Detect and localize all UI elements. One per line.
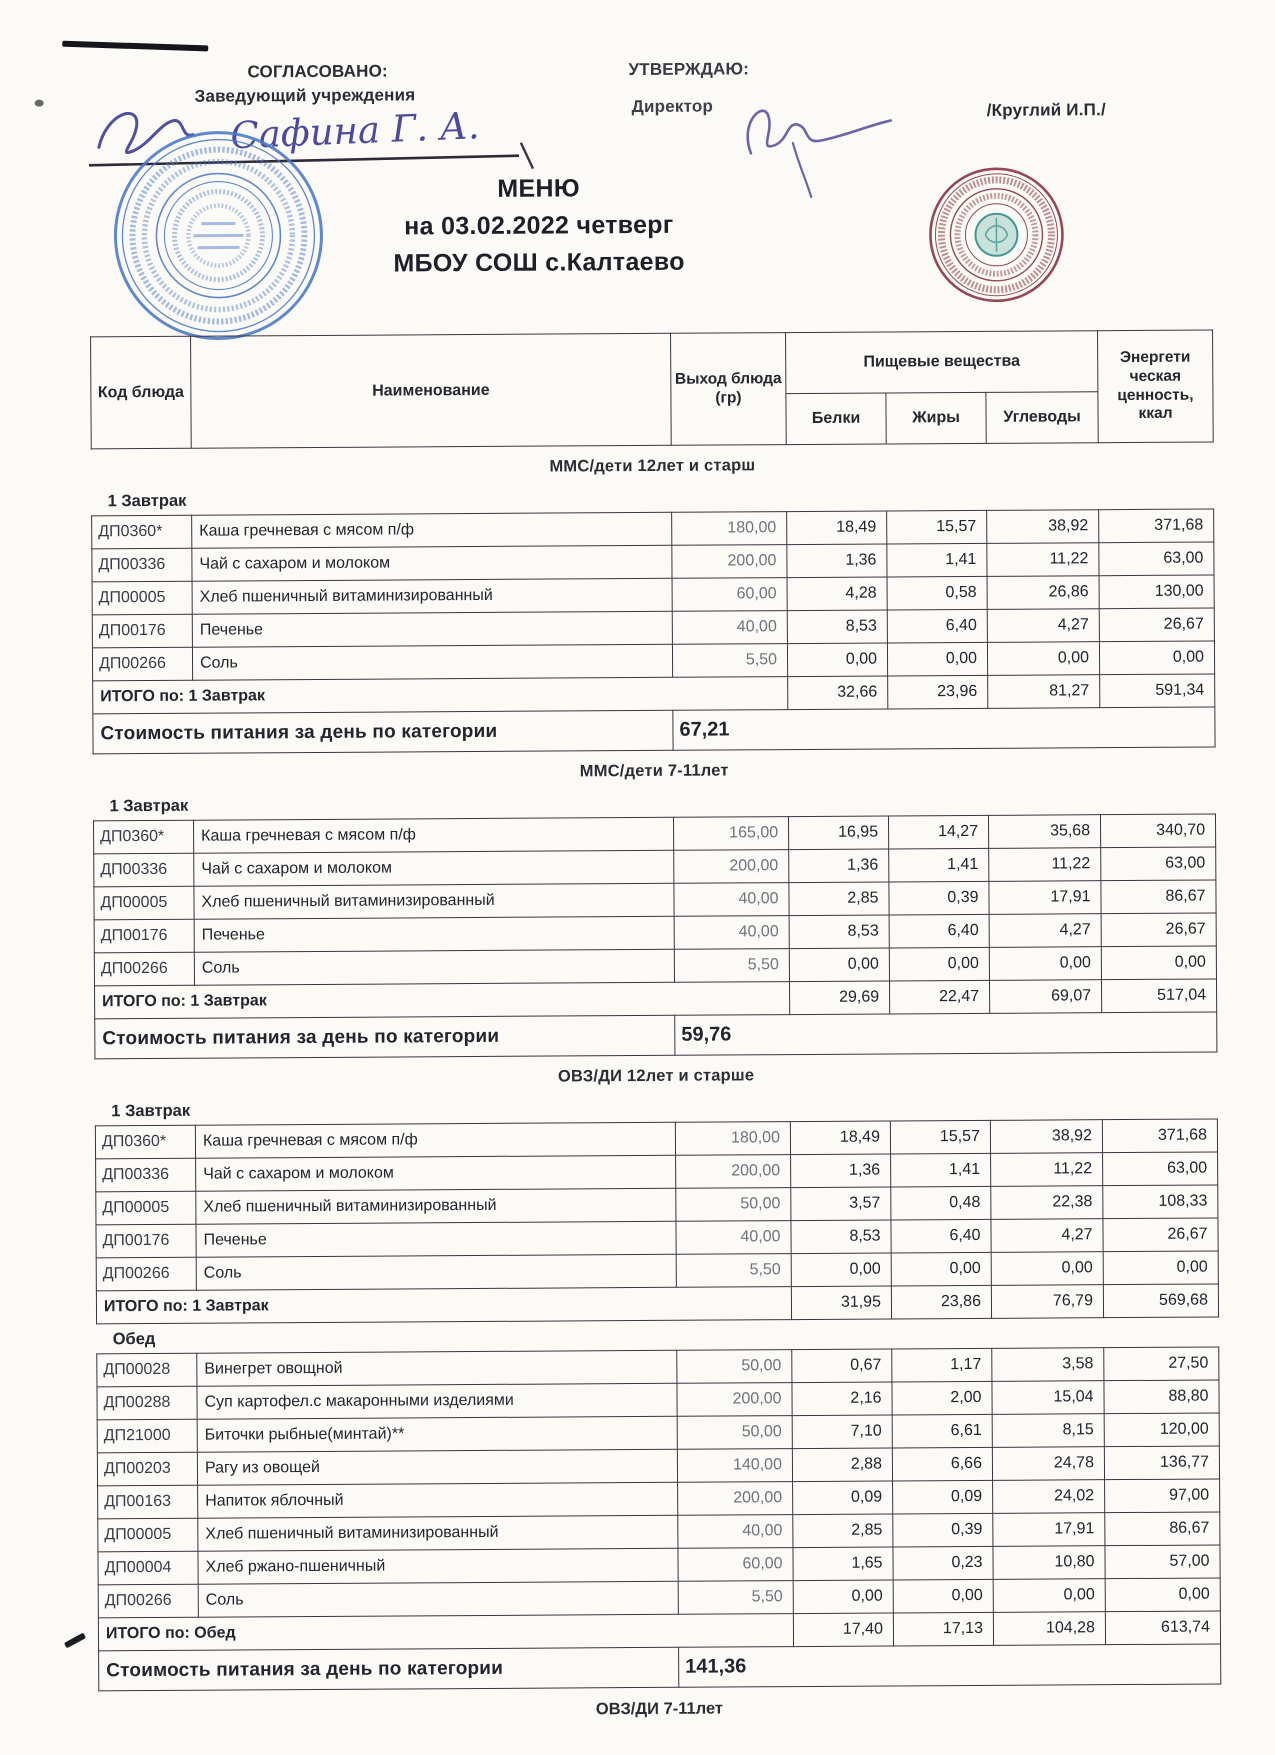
dish-kcal: 136,77 xyxy=(1104,1446,1219,1480)
dish-protein: 2,85 xyxy=(789,882,889,916)
meal-total-carbs: 76,79 xyxy=(991,1285,1103,1319)
category-label: ОВЗ/ДИ 12лет и старше xyxy=(557,1066,755,1086)
meal-total-label: ИТОГО по: 1 Завтрак xyxy=(95,982,790,1019)
dish-carbs: 11,22 xyxy=(987,543,1099,577)
dish-fat: 0,58 xyxy=(887,576,987,610)
dish-name: Чай с сахаром и молоком xyxy=(194,850,674,886)
category-label: ММС/дети 12лет и старш xyxy=(549,456,756,476)
meal-total-carbs: 104,28 xyxy=(993,1612,1105,1646)
dish-carbs: 8,15 xyxy=(992,1414,1104,1448)
meal-total-protein: 17,40 xyxy=(793,1613,893,1647)
dish-carbs: 4,27 xyxy=(987,609,1099,643)
dish-name: Соль xyxy=(196,1254,676,1290)
dish-kcal: 0,00 xyxy=(1099,641,1214,675)
dish-code: ДП0360* xyxy=(95,1125,195,1159)
day-cost-value: 59,76 xyxy=(675,1012,1217,1055)
dish-name: Хлеб пшеничный витаминизированный xyxy=(192,578,672,614)
col-header-nutrients: Пищевые вещества xyxy=(786,331,1098,394)
dish-kcal: 26,67 xyxy=(1103,1218,1218,1252)
dish-carbs: 17,91 xyxy=(993,1513,1105,1547)
dish-code: ДП00288 xyxy=(97,1386,197,1420)
meal-total-protein: 29,69 xyxy=(789,981,889,1015)
dish-fat: 0,48 xyxy=(891,1186,991,1220)
dish-protein: 8,53 xyxy=(787,610,887,644)
dish-weight: 180,00 xyxy=(672,512,787,546)
dish-code: ДП00266 xyxy=(94,952,194,986)
dish-protein: 2,88 xyxy=(792,1448,892,1482)
dish-kcal: 86,67 xyxy=(1105,1512,1220,1546)
dish-code: ДП0360* xyxy=(94,820,194,854)
day-cost-label: Стоимость питания за день по категории xyxy=(99,1647,679,1691)
dish-code: ДП00176 xyxy=(94,919,194,953)
dish-name: Чай с сахаром и молоком xyxy=(196,1155,676,1191)
meal-total-fat: 23,86 xyxy=(891,1285,991,1319)
meal-total-kcal: 517,04 xyxy=(1101,979,1216,1013)
approved-label: УТВЕРЖДАЮ: xyxy=(628,59,750,80)
day-cost-value: 141,36 xyxy=(679,1644,1221,1687)
dish-protein: 0,67 xyxy=(792,1349,892,1383)
col-header-weight: Выход блюда (гр) xyxy=(671,333,787,446)
dish-fat: 0,00 xyxy=(887,642,987,676)
menu-table-head xyxy=(91,330,1214,449)
dish-name: Суп картофел.с макаронными изделиями xyxy=(197,1383,677,1419)
dish-protein: 0,00 xyxy=(787,643,887,677)
dish-fat: 14,27 xyxy=(888,815,988,849)
dish-code: ДП00266 xyxy=(92,647,192,681)
dish-fat: 0,09 xyxy=(893,1480,993,1514)
dish-code: ДП00176 xyxy=(96,1224,196,1258)
dish-carbs: 11,22 xyxy=(991,1153,1103,1187)
dish-code: ДП00336 xyxy=(92,548,192,582)
dish-carbs: 26,86 xyxy=(987,576,1099,610)
dish-carbs: 38,92 xyxy=(987,510,1099,544)
dish-weight: 5,50 xyxy=(674,949,789,983)
day-cost-label: Стоимость питания за день по категории xyxy=(93,710,673,754)
meal-total-label: ИТОГО по: Обед xyxy=(98,1614,793,1651)
dish-weight: 40,00 xyxy=(674,916,789,950)
meal-total-kcal: 591,34 xyxy=(1100,674,1215,708)
dish-name: Биточки рыбные(минтай)** xyxy=(197,1416,677,1452)
dish-protein: 0,00 xyxy=(791,1253,891,1287)
dish-carbs: 0,00 xyxy=(989,947,1101,981)
title-date: на 03.02.2022 четверг xyxy=(404,210,674,241)
dish-name: Печенье xyxy=(192,611,672,647)
dish-protein: 7,10 xyxy=(792,1415,892,1449)
dish-name: Каша гречневая с мясом п/ф xyxy=(194,817,674,853)
dish-protein: 8,53 xyxy=(791,1220,891,1254)
dish-name: Печенье xyxy=(196,1221,676,1257)
dish-fat: 1,41 xyxy=(889,848,989,882)
dish-fat: 6,66 xyxy=(892,1447,992,1481)
dish-code: ДП00005 xyxy=(94,886,194,920)
dish-name: Каша гречневая с мясом п/ф xyxy=(195,1122,675,1158)
dish-name: Хлеб ржано-пшеничный xyxy=(198,1548,678,1584)
dish-code: ДП00203 xyxy=(97,1452,197,1486)
dish-carbs: 0,00 xyxy=(987,642,1099,676)
dish-fat: 0,00 xyxy=(891,1252,991,1286)
next-category-label: ОВЗ/ДИ 7-11лет xyxy=(595,1699,724,1719)
dish-code: ДП00005 xyxy=(92,581,192,615)
dish-carbs: 35,68 xyxy=(988,815,1100,849)
dish-protein: 3,57 xyxy=(791,1187,891,1221)
title-menu: МЕНЮ xyxy=(497,174,581,203)
dish-weight: 40,00 xyxy=(678,1515,793,1549)
dish-weight: 40,00 xyxy=(672,611,787,645)
col-header-fat: Жиры xyxy=(886,392,986,444)
dish-name: Винегрет овощной xyxy=(197,1350,677,1386)
dish-name: Хлеб пшеничный витаминизированный xyxy=(198,1515,678,1551)
document-title xyxy=(1,167,1077,285)
meal-total-protein: 32,66 xyxy=(788,676,888,710)
dish-name: Чай с сахаром и молоком xyxy=(192,545,672,581)
scan-corner-mark xyxy=(62,41,208,52)
day-cost-row xyxy=(93,707,1215,754)
day-cost-row xyxy=(95,1012,1217,1059)
dish-weight: 5,50 xyxy=(676,1254,791,1288)
dish-weight: 60,00 xyxy=(678,1548,793,1582)
dish-kcal: 88,80 xyxy=(1104,1380,1219,1414)
dish-code: ДП00163 xyxy=(98,1485,198,1519)
meal-total-fat: 22,47 xyxy=(889,980,989,1014)
meal-total-label: ИТОГО по: 1 Завтрак xyxy=(96,1287,791,1324)
meal-total-carbs: 69,07 xyxy=(989,980,1101,1014)
dish-carbs: 3,58 xyxy=(992,1348,1104,1382)
day-cost-value: 67,21 xyxy=(673,707,1215,750)
dish-name: Рагу из овощей xyxy=(197,1449,677,1485)
meal-total-kcal: 613,74 xyxy=(1105,1611,1220,1645)
dish-name: Соль xyxy=(198,1581,678,1617)
dish-kcal: 27,50 xyxy=(1104,1347,1219,1381)
dish-protein: 8,53 xyxy=(789,915,889,949)
menu-table xyxy=(90,329,1221,1691)
dish-weight: 60,00 xyxy=(672,578,787,612)
dish-code: ДП00176 xyxy=(92,614,192,648)
col-header-code: Код блюда xyxy=(91,336,192,449)
dish-fat: 0,23 xyxy=(893,1546,993,1580)
dish-weight: 40,00 xyxy=(676,1221,791,1255)
dish-carbs: 24,78 xyxy=(992,1447,1104,1481)
dish-fat: 15,57 xyxy=(890,1120,990,1154)
meal-total-label: ИТОГО по: 1 Завтрак xyxy=(93,677,788,714)
dish-fat: 6,61 xyxy=(892,1414,992,1448)
dish-kcal: 63,00 xyxy=(1101,847,1216,881)
dish-kcal: 108,33 xyxy=(1103,1185,1218,1219)
dish-fat: 6,40 xyxy=(889,914,989,948)
director-label: Директор xyxy=(631,96,714,117)
dish-name: Соль xyxy=(192,644,672,680)
col-header-protein: Белки xyxy=(786,393,886,445)
day-cost-row xyxy=(99,1644,1221,1691)
dish-carbs: 0,00 xyxy=(991,1252,1103,1286)
dish-weight: 50,00 xyxy=(677,1350,792,1384)
head-of-institution-label: Заведующий учреждения xyxy=(194,85,416,106)
dish-name: Напиток яблочный xyxy=(198,1482,678,1518)
dish-kcal: 0,00 xyxy=(1105,1578,1220,1612)
dish-weight: 200,00 xyxy=(678,1482,793,1516)
day-cost-label: Стоимость питания за день по категории xyxy=(95,1015,675,1059)
dish-fat: 1,41 xyxy=(887,543,987,577)
dish-fat: 6,40 xyxy=(891,1219,991,1253)
dish-carbs: 4,27 xyxy=(991,1219,1103,1253)
meal-total-protein: 31,95 xyxy=(791,1286,891,1320)
scan-dot-artifact xyxy=(35,100,44,107)
dish-fat: 1,17 xyxy=(892,1348,992,1382)
dish-carbs: 4,27 xyxy=(989,914,1101,948)
dish-kcal: 57,00 xyxy=(1105,1545,1220,1579)
dish-protein: 4,28 xyxy=(787,577,887,611)
dish-protein: 0,09 xyxy=(793,1481,893,1515)
scan-bottom-mark xyxy=(64,1633,86,1649)
dish-carbs: 17,91 xyxy=(989,881,1101,915)
director-name: /Круглий И.П./ xyxy=(986,100,1106,120)
dish-weight: 180,00 xyxy=(675,1122,790,1156)
title-school: МБОУ СОШ с.Калтаево xyxy=(393,247,685,278)
dish-code: ДП00266 xyxy=(96,1257,196,1291)
dish-kcal: 63,00 xyxy=(1103,1152,1218,1186)
dish-carbs: 15,04 xyxy=(992,1381,1104,1415)
dish-kcal: 63,00 xyxy=(1099,542,1214,576)
dish-protein: 1,36 xyxy=(791,1154,891,1188)
signature-name-text: Сафина Г. А. xyxy=(229,104,481,158)
col-header-energy: Энергети ческая ценность, ккал xyxy=(1098,330,1214,443)
dish-weight: 40,00 xyxy=(674,883,789,917)
dish-code: ДП00336 xyxy=(94,853,194,887)
dish-code: ДП00005 xyxy=(98,1518,198,1552)
dish-carbs: 0,00 xyxy=(993,1579,1105,1613)
dish-kcal: 86,67 xyxy=(1101,880,1216,914)
dish-protein: 1,65 xyxy=(793,1547,893,1581)
dish-code: ДП00336 xyxy=(96,1158,196,1192)
dish-weight: 200,00 xyxy=(674,850,789,884)
dish-protein: 18,49 xyxy=(787,511,887,545)
menu-table-area xyxy=(90,329,1220,1722)
dish-fat: 1,41 xyxy=(891,1153,991,1187)
dish-protein: 16,95 xyxy=(788,816,888,850)
dish-carbs: 11,22 xyxy=(989,848,1101,882)
dish-weight: 50,00 xyxy=(676,1188,791,1222)
dish-carbs: 22,38 xyxy=(991,1186,1103,1220)
menu-table-body xyxy=(91,442,1221,1691)
dish-carbs: 10,80 xyxy=(993,1546,1105,1580)
agreed-label: СОГЛАСОВАНО: xyxy=(247,61,388,82)
dish-code: ДП00004 xyxy=(98,1551,198,1585)
dish-code: ДП00005 xyxy=(96,1191,196,1225)
dish-fat: 2,00 xyxy=(892,1381,992,1415)
dish-kcal: 340,70 xyxy=(1100,814,1215,848)
meal-total-fat: 17,13 xyxy=(893,1612,993,1646)
dish-kcal: 0,00 xyxy=(1101,946,1216,980)
col-header-name: Наименование xyxy=(191,333,672,448)
dish-kcal: 0,00 xyxy=(1103,1251,1218,1285)
dish-code: ДП00266 xyxy=(98,1584,198,1618)
dish-code: ДП00028 xyxy=(97,1353,197,1387)
dish-weight: 165,00 xyxy=(673,817,788,851)
dish-code: ДП21000 xyxy=(97,1419,197,1453)
dish-fat: 15,57 xyxy=(887,510,987,544)
dish-protein: 0,00 xyxy=(789,948,889,982)
dish-kcal: 97,00 xyxy=(1105,1479,1220,1513)
dish-weight: 5,50 xyxy=(672,644,787,678)
meal-label: 1 Завтрак xyxy=(109,796,189,816)
meal-label: 1 Завтрак xyxy=(107,491,187,511)
dish-protein: 2,85 xyxy=(793,1514,893,1548)
dish-kcal: 371,68 xyxy=(1102,1119,1217,1153)
dish-fat: 0,00 xyxy=(889,947,989,981)
dish-kcal: 26,67 xyxy=(1099,608,1214,642)
dish-kcal: 120,00 xyxy=(1104,1413,1219,1447)
dish-weight: 200,00 xyxy=(676,1155,791,1189)
meal-total-fat: 23,96 xyxy=(888,675,988,709)
dish-code: ДП0360* xyxy=(92,515,192,549)
dish-fat: 0,39 xyxy=(889,881,989,915)
dish-kcal: 130,00 xyxy=(1099,575,1214,609)
dish-carbs: 38,92 xyxy=(990,1120,1102,1154)
meal-total-carbs: 81,27 xyxy=(988,675,1100,709)
dish-name: Каша гречневая с мясом п/ф xyxy=(192,512,672,548)
dish-weight: 140,00 xyxy=(677,1449,792,1483)
dish-protein: 1,36 xyxy=(787,544,887,578)
dish-name: Соль xyxy=(194,949,674,985)
meal-label: Обед xyxy=(112,1329,156,1349)
dish-protein: 18,49 xyxy=(790,1121,890,1155)
dish-fat: 6,40 xyxy=(887,609,987,643)
dish-protein: 0,00 xyxy=(793,1580,893,1614)
dish-name: Хлеб пшеничный витаминизированный xyxy=(194,883,674,919)
dish-carbs: 24,02 xyxy=(993,1480,1105,1514)
dish-name: Печенье xyxy=(194,916,674,952)
dish-protein: 2,16 xyxy=(792,1382,892,1416)
category-label: ММС/дети 7-11лет xyxy=(579,761,729,781)
dish-weight: 200,00 xyxy=(672,545,787,579)
meal-total-kcal: 569,68 xyxy=(1103,1284,1218,1318)
dish-fat: 0,00 xyxy=(893,1579,993,1613)
dish-weight: 5,50 xyxy=(678,1581,793,1615)
dish-fat: 0,39 xyxy=(893,1513,993,1547)
dish-weight: 200,00 xyxy=(677,1383,792,1417)
dish-weight: 50,00 xyxy=(677,1416,792,1450)
dish-protein: 1,36 xyxy=(789,849,889,883)
meal-label: 1 Завтрак xyxy=(111,1101,191,1121)
col-header-carbs: Углеводы xyxy=(986,392,1098,444)
dish-name: Хлеб пшеничный витаминизированный xyxy=(196,1188,676,1224)
dish-kcal: 371,68 xyxy=(1099,509,1214,543)
dish-kcal: 26,67 xyxy=(1101,913,1216,947)
